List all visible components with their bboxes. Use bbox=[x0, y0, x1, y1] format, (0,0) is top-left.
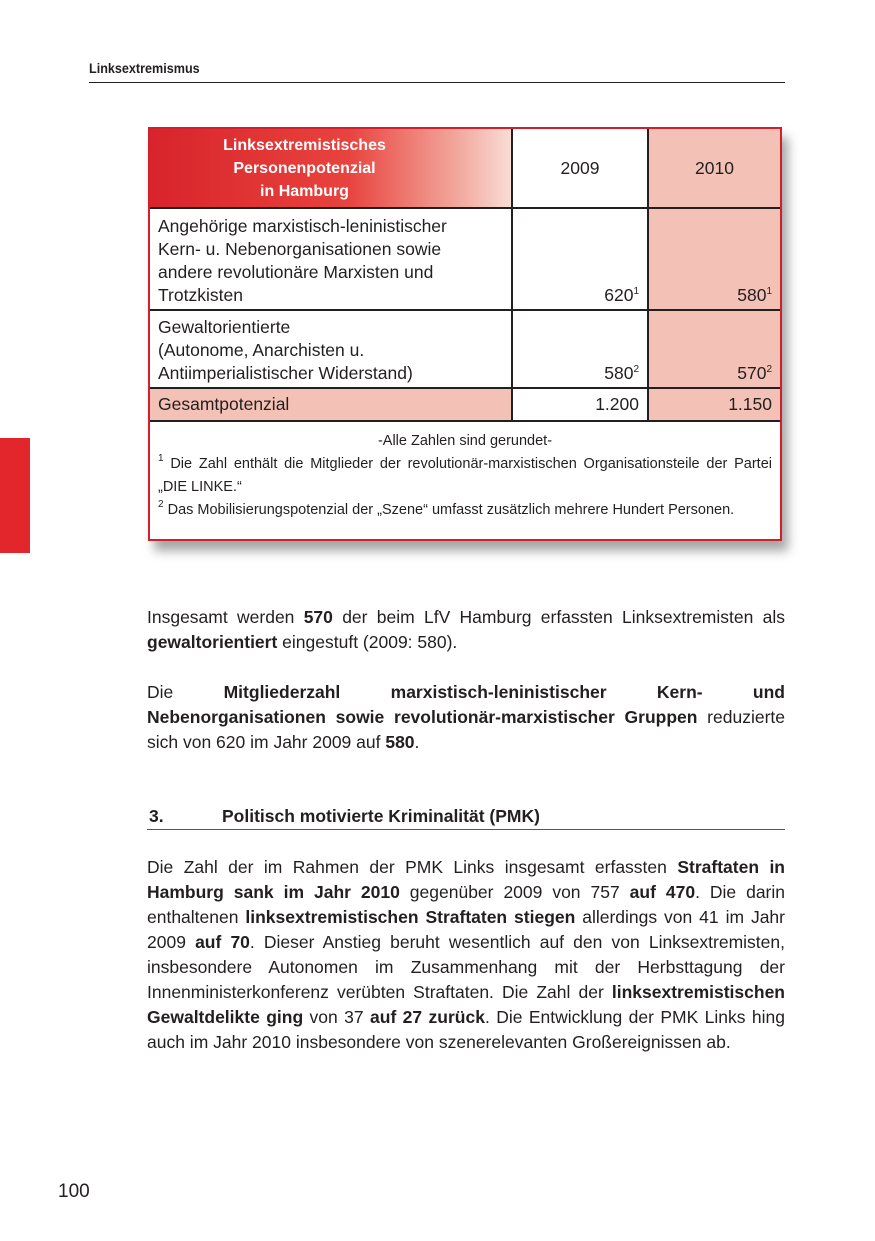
bold-run: auf 70 bbox=[195, 932, 250, 952]
text-run: gegenüber 2009 von 757 bbox=[399, 882, 630, 902]
text-run: . Dieser Anstieg beruht wesentlich auf den von Linksextremisten, insbesondere Autonomen im Zusammenhang mit der Herbsttagung der Innenministerkonferenz verübten Straftaten. Die Zahl der bbox=[147, 932, 785, 1002]
footnote-1 bbox=[158, 453, 772, 499]
section-heading bbox=[147, 806, 785, 828]
bold-run: linksextremistischen Straftaten stiegen bbox=[245, 907, 576, 927]
footnote-ref: 1 bbox=[633, 286, 639, 297]
text-run: der beim LfV Hamburg erfassten Linksextremisten als bbox=[332, 607, 786, 627]
text-run: Die Zahl der im Rahmen der PMK Links insgesamt erfassten bbox=[147, 857, 678, 877]
value-number: 580 bbox=[604, 363, 634, 383]
header-label-line: in Hamburg bbox=[260, 182, 349, 200]
total-2010: 1.150 bbox=[648, 388, 780, 421]
section-number: 3. bbox=[149, 806, 164, 826]
value-2010 bbox=[648, 208, 780, 310]
text-run: von 37 bbox=[303, 1007, 371, 1027]
bold-run: 580 bbox=[385, 732, 415, 752]
header-year-2010: 2010 bbox=[648, 129, 780, 208]
chapter-tab-marker bbox=[0, 438, 30, 553]
row-label-line: Antiimperialistischer Widerstand) bbox=[158, 363, 413, 383]
text-run: Die bbox=[147, 682, 224, 702]
value-2009 bbox=[512, 310, 648, 388]
header-label-line: Linksextremistisches bbox=[223, 136, 386, 154]
bold-run: 570 bbox=[303, 607, 333, 627]
value-number: 580 bbox=[737, 285, 767, 305]
value-2009 bbox=[512, 208, 648, 310]
text-run: allerdings von 41 im Jahr 2009 bbox=[147, 907, 785, 952]
bold-run: Straftaten in Hamburg sank im Jahr 2010 bbox=[147, 857, 785, 902]
bold-run: auf 27 zurück bbox=[370, 1007, 485, 1027]
footnote-mark: 2 bbox=[158, 499, 164, 510]
row-label bbox=[150, 208, 512, 310]
total-2009: 1.200 bbox=[512, 388, 648, 421]
row-label-line: (Autonome, Anarchisten u. bbox=[158, 340, 365, 360]
row-label-line: Trotzkisten bbox=[158, 285, 243, 305]
header-rule bbox=[89, 82, 785, 83]
table-footnote-row bbox=[150, 421, 780, 522]
running-head: Linksextremismus bbox=[89, 60, 200, 76]
section-title: Politisch motivierte Kriminalität (PMK) bbox=[222, 806, 540, 826]
table-footnotes bbox=[150, 421, 780, 522]
text-run: reduzierte sich von 620 im Jahr 2009 auf bbox=[147, 707, 785, 752]
text-run: . Die Entwicklung der PMK Links hing auch im Jahr 2010 insbesondere von szenerelevanten Großereignissen ab. bbox=[147, 1007, 785, 1052]
table-row bbox=[150, 310, 780, 388]
row-label bbox=[150, 310, 512, 388]
value-number: 570 bbox=[737, 363, 767, 383]
paragraph-pmk bbox=[147, 855, 785, 1055]
footnote-2 bbox=[158, 499, 772, 522]
table-header-row bbox=[150, 129, 780, 208]
bold-run: Mitgliederzahl marxistisch-leninistischer Kern- und Nebenorganisationen sowie revolutionär-marxistischer Gruppen bbox=[147, 682, 785, 727]
page-number: 100 bbox=[58, 1181, 90, 1202]
text-run: . Die darin enthaltenen bbox=[147, 882, 786, 927]
bold-run: gewaltorientiert bbox=[147, 632, 278, 652]
footnote-ref: 1 bbox=[766, 286, 772, 297]
table-row bbox=[150, 208, 780, 310]
row-label-line: Gewaltorientierte bbox=[158, 317, 291, 337]
statistics-table-box bbox=[148, 127, 782, 541]
paragraph-member-count bbox=[147, 680, 785, 755]
total-label: Gesamtpotenzial bbox=[150, 388, 512, 421]
statistics-table bbox=[150, 129, 780, 522]
footnote-text: Die Zahl enthält die Mitglieder der revolutionär-marxistischen Organisationsteile der Partei „DIE LINKE.“ bbox=[158, 456, 772, 495]
footnote-ref: 2 bbox=[633, 364, 639, 375]
footnote-ref: 2 bbox=[766, 364, 772, 375]
row-label-line: Angehörige marxistisch-leninistischer bbox=[158, 216, 447, 236]
footnote-mark: 1 bbox=[158, 453, 164, 464]
value-number: 620 bbox=[604, 285, 634, 305]
bold-run: auf 470 bbox=[629, 882, 696, 902]
section-rule bbox=[147, 829, 785, 830]
value-2010 bbox=[648, 310, 780, 388]
text-run: Insgesamt werden bbox=[147, 607, 304, 627]
header-year-2009: 2009 bbox=[512, 129, 648, 208]
row-label-line: andere revolutionäre Marxisten und bbox=[158, 262, 434, 282]
table-header-label bbox=[150, 129, 512, 208]
bold-run: linksextremistischen Gewaltdelikte ging bbox=[147, 982, 785, 1027]
text-run: eingestuft (2009: 580). bbox=[277, 632, 458, 652]
footnote-text: Das Mobilisierungspotenzial der „Szene“ umfasst zusätzlich mehrere Hundert Personen. bbox=[167, 502, 735, 518]
rounding-note: -Alle Zahlen sind gerundet- bbox=[377, 433, 553, 449]
paragraph-violence-oriented bbox=[147, 605, 785, 655]
row-label-line: Kern- u. Nebenorganisationen sowie bbox=[158, 239, 442, 259]
table-total-row bbox=[150, 388, 780, 421]
text-run: . bbox=[414, 732, 420, 752]
header-label-line: Personenpotenzial bbox=[233, 159, 376, 177]
